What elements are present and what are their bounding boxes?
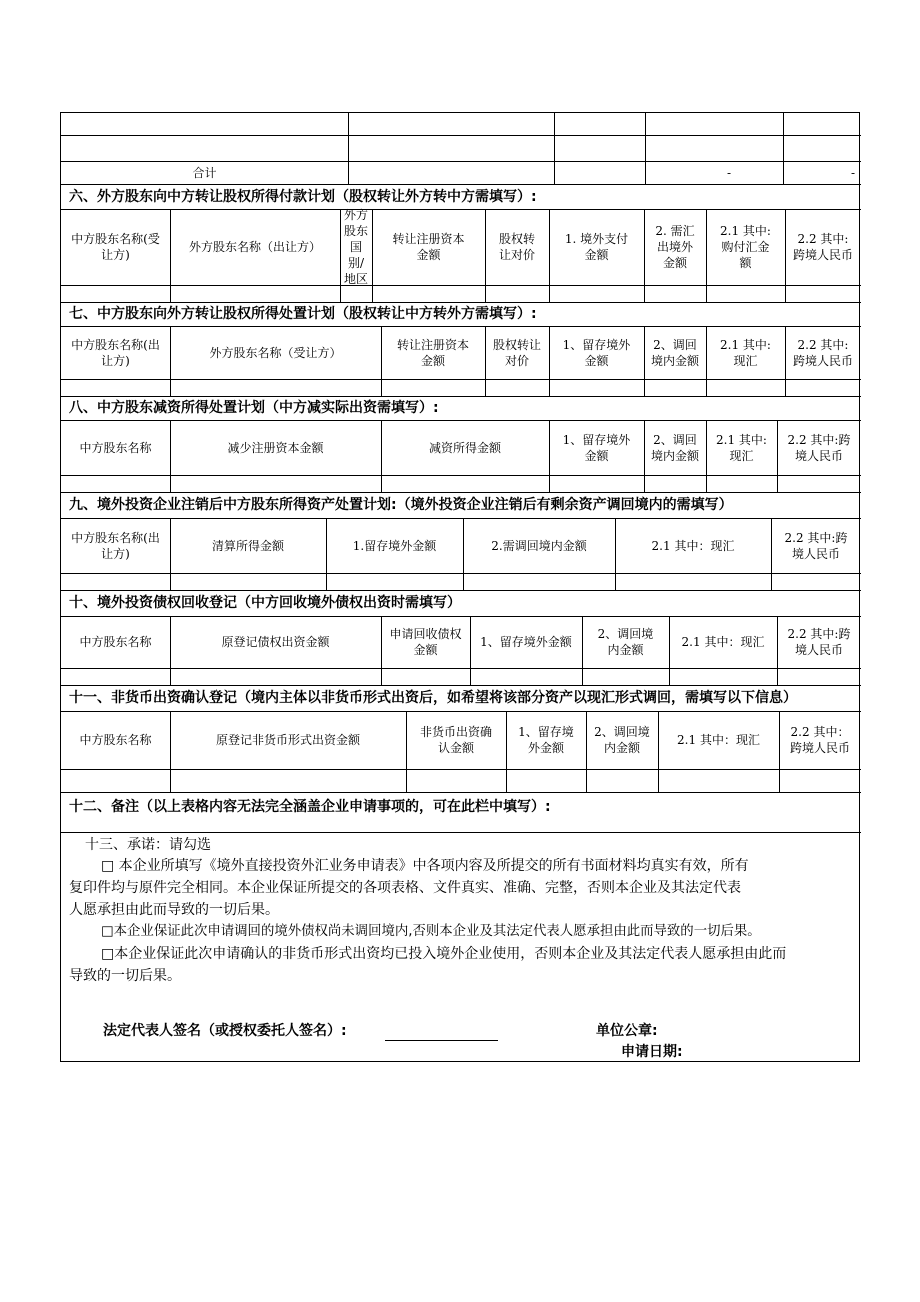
col-header: 2.1 其中：现汇	[677, 733, 760, 747]
col-header: 转让注册资本金额	[397, 337, 470, 368]
col-header: 减资所得金额	[428, 440, 501, 455]
section-6-title: 六、外方股东向中方转让股权所得付款计划（股权转让外方转中方需填写）:	[69, 189, 537, 205]
col-header: 2.2 其中:跨境人民币	[787, 627, 851, 657]
col-header: 外方股东名称（出让方）	[188, 240, 321, 254]
col-header: 中方股东名称	[79, 733, 152, 747]
commitment-3-end: 导致的一切后果。	[69, 968, 181, 984]
date-label: 申请日期:	[621, 1044, 683, 1060]
total-label: 合计	[192, 165, 217, 180]
col-header: 减少注册资本金额	[227, 440, 324, 455]
col-header: 2.2 其中:跨境人民币	[793, 337, 854, 368]
commitment-1-end: 人愿承担由此而导致的一切后果。	[69, 902, 279, 918]
col-header: 2.2 其中:跨境人民币	[787, 432, 851, 463]
section-8-title: 八、中方股东减资所得处置计划（中方减实际出资需填写）:	[69, 400, 439, 416]
col-header: 1、留存境外金额	[518, 725, 574, 755]
col-header: 外方股东国别/地区	[343, 208, 368, 286]
col-header: 中方股东名称(受让方)	[71, 232, 160, 262]
total-dash: -	[726, 165, 731, 180]
col-header: 中方股东名称	[79, 440, 152, 455]
col-header: 2.2 其中：跨境人民币	[789, 725, 850, 755]
signature-line[interactable]	[385, 1040, 498, 1041]
section-11-title: 十一、非货币出资确认登记（境内主体以非货币形式出资后，如希望将该部分资产以现汇形式调回，需填写以下信息）	[69, 690, 797, 706]
col-header: 1、留存境外金额	[562, 337, 631, 368]
col-header: 1. 境外支付金额	[564, 232, 629, 262]
col-header: 2、调回境内金额	[594, 725, 650, 755]
col-header: 外方股东名称（受让方）	[209, 345, 342, 360]
commitment-3: □本企业保证此次申请确认的非货币形式出资均已投入境外企业使用，否则本企业及其法定代表人愿承担由此而	[101, 946, 787, 962]
commitment-1: □ 本企业所填写《境外直接投资外汇业务申请表》中各项内容及所提交的所有书面材料均真实有效，所有	[101, 858, 749, 874]
section-10-title: 十、境外投资债权回收登记（中方回收境外债权出资时需填写）	[69, 595, 461, 611]
total-dash: -	[850, 165, 855, 180]
seal-label: 单位公章:	[596, 1023, 658, 1039]
col-header: 1、留存境外金额	[480, 635, 572, 649]
section-12-title: 十二、备注（以上表格内容无法完全涵盖企业申请事项的，可在此栏中填写）:	[69, 799, 551, 815]
col-header: 中方股东名称(出让方)	[71, 337, 160, 368]
col-header: 转让注册资本金额	[392, 232, 465, 262]
col-header: 2. 需汇出境外金额	[655, 224, 695, 270]
section-13-title: 十三、承诺：请勾选	[85, 837, 211, 853]
col-header: 2.1 其中:现汇	[720, 337, 771, 368]
commitment-2: □本企业保证此次申请调回的境外债权尚未调回境内,否则本企业及其法定代表人愿承担由此而导致的一切后果。	[101, 924, 761, 939]
application-form	[60, 112, 860, 1062]
col-header: 申请回收债权金额	[389, 627, 462, 657]
col-header: 原登记非货币形式出资金额	[215, 733, 360, 747]
col-header: 2.2 其中:跨境人民币	[793, 232, 854, 262]
col-header: 2.1 其中:购付汇金额	[720, 224, 771, 270]
commitment-1-cont: 复印件均与原件完全相同。本企业保证所提交的各项表格、文件真实、准确、完整，否则本企业及其法定代表	[69, 880, 741, 896]
col-header: 非货币出资确认金额	[419, 725, 492, 755]
col-header: 清算所得金额	[211, 538, 284, 553]
section-9-title: 九、境外投资企业注销后中方股东所得资产处置计划:（境外投资企业注销后有剩余资产调回境内的需填写）	[69, 497, 733, 513]
col-header: 中方股东名称(出让方)	[71, 530, 160, 561]
col-header: 2、调回境内金额	[597, 627, 654, 657]
col-header: 2.1 其中：现汇	[681, 635, 765, 649]
section-7-title: 七、中方股东向外方转让股权所得处置计划（股权转让中方转外方需填写）:	[69, 306, 537, 322]
col-header: 2.2 其中:跨境人民币	[784, 530, 848, 561]
col-header: 股权转让对价	[493, 337, 542, 368]
col-header: 2、调回境内金额	[650, 337, 699, 368]
col-header: 1、留存境外金额	[562, 432, 631, 463]
col-header: 2、调回境内金额	[650, 432, 699, 463]
col-header: 原登记债权出资金额	[221, 635, 330, 649]
col-header: 中方股东名称	[79, 635, 152, 649]
col-header: 2.1 其中:现汇	[716, 432, 767, 463]
col-header: 2.1 其中：现汇	[651, 538, 735, 553]
col-header: 股权转让对价	[498, 232, 535, 262]
signature-label: 法定代表人签名（或授权委托人签名）:	[103, 1023, 347, 1039]
col-header: 2.需调回境内金额	[491, 538, 587, 553]
col-header: 1.留存境外金额	[352, 538, 437, 553]
